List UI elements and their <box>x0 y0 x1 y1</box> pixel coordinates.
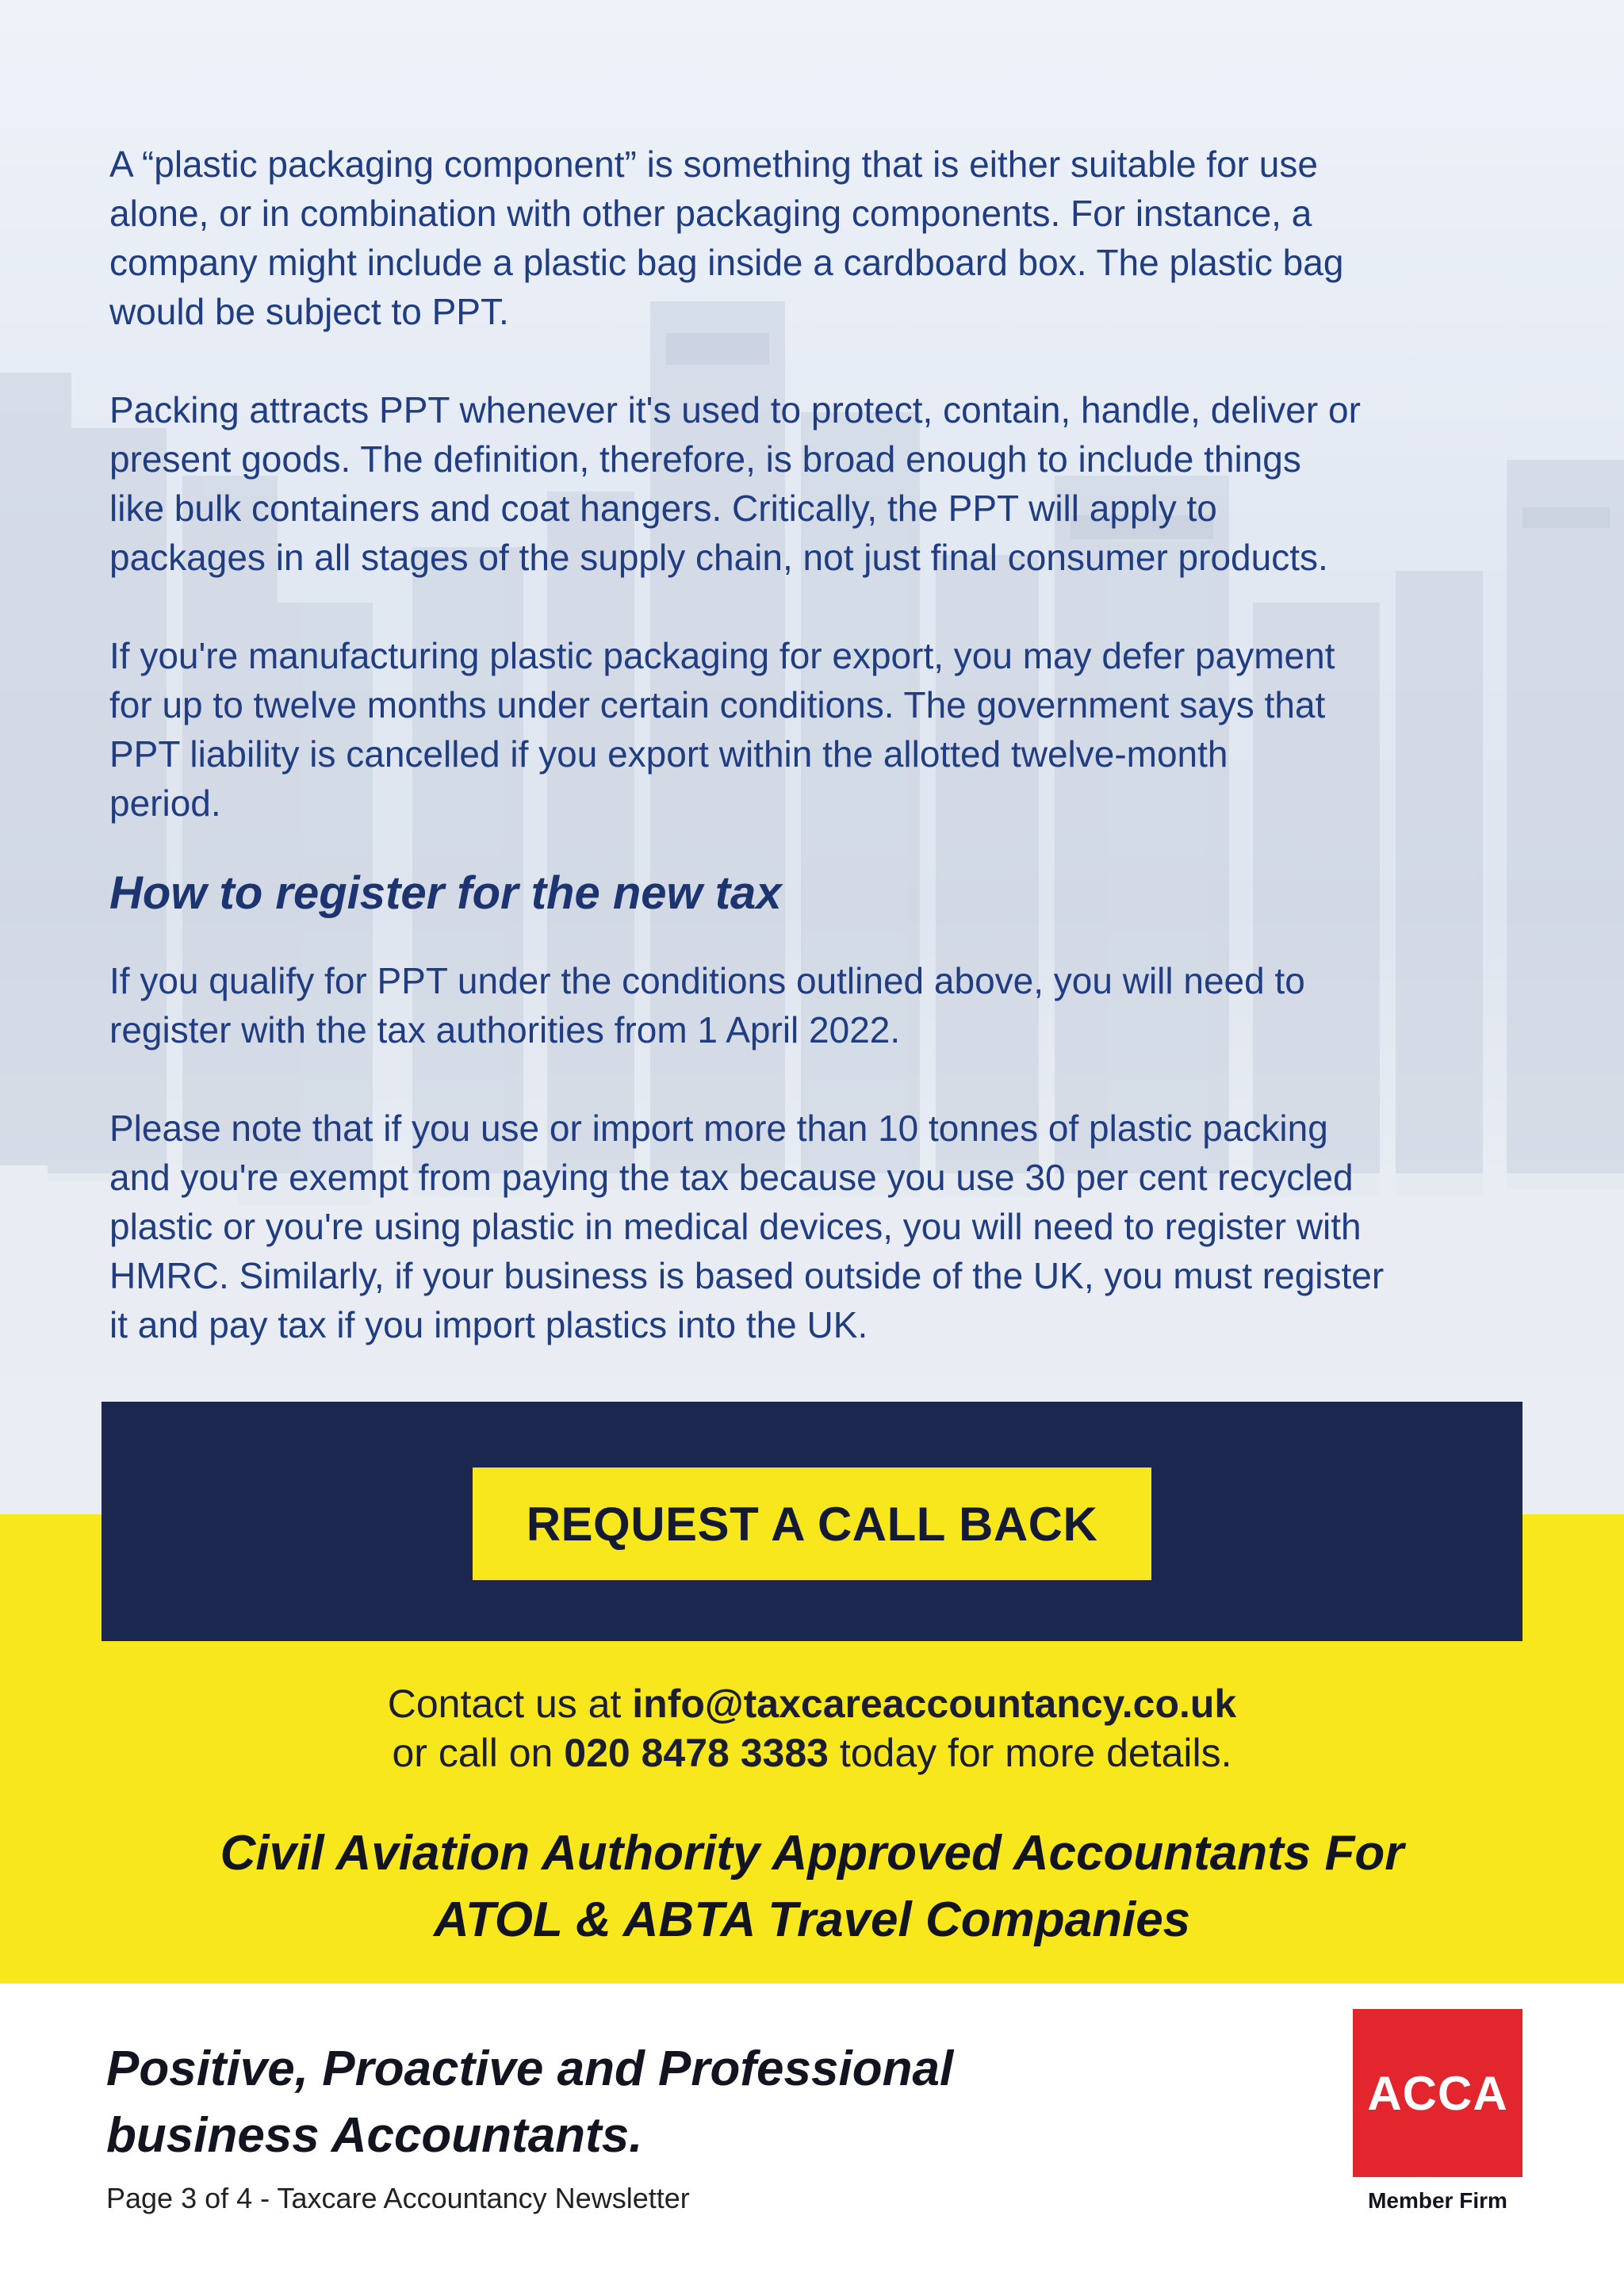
tagline-line-2: business Accountants. <box>106 2108 643 2163</box>
caa-line-1: Civil Aviation Authority Approved Accountants For <box>220 1826 1404 1881</box>
phone-link[interactable]: 020 8478 3383 <box>564 1731 829 1775</box>
contact-line-phone <box>0 1728 1624 1777</box>
contact-prefix: Contact us at <box>387 1682 633 1726</box>
contact-info <box>0 1679 1624 1777</box>
paragraph-packing-attracts: Packing attracts PPT whenever it's used to protect, contain, handle, deliver or present goods. The definition, therefore, is broad enough to include things like bulk containers and coat hangers. Critically, the PPT will apply to packages in all stages of the supply chain, not just final consumer products. <box>109 389 1361 578</box>
section-heading: How to register for the new tax <box>109 867 782 919</box>
email-link[interactable]: info@taxcareaccountancy.co.uk <box>632 1682 1237 1726</box>
paragraph-plastic-component: A “plastic packaging component” is something that is either suitable for use alone, or in combination with other packaging components. For instance, a company might include a plastic bag inside a cardboard box. The plastic bag would be subject to PPT. <box>109 144 1344 332</box>
contact-line-email <box>0 1679 1624 1728</box>
paragraph-qualify-register: If you qualify for PPT under the conditions outlined above, you will need to register with the tax authorities from 1 April 2022. <box>109 960 1305 1050</box>
call-prefix: or call on <box>392 1731 565 1775</box>
caa-line-2: ATOL & ABTA Travel Companies <box>433 1892 1191 1947</box>
footer-tagline <box>106 2036 1216 2169</box>
member-firm-label: Member Firm <box>1368 2188 1507 2213</box>
acca-logo: ACCA <box>1353 2009 1522 2177</box>
request-call-back-button[interactable]: REQUEST A CALL BACK <box>473 1468 1151 1580</box>
page-number: Page 3 of 4 - Taxcare Accountancy Newsletter <box>106 2182 690 2214</box>
call-suffix: today for more details. <box>828 1731 1232 1775</box>
paragraph-exemption-note: Please note that if you use or import more than 10 tonnes of plastic packing and you're exempt from paying the tax because you use 30 per cent recycled plastic or you're using plastic in medical devices, you will need to register with HMRC. Similarly, if your business is based outside of the UK, you must register it and pay tax if you import plastics into the UK. <box>109 1108 1385 1345</box>
paragraph-export-deferral: If you're manufacturing plastic packaging for export, you may defer payment for up to twelve months under certain conditions. The government says that PPT liability is cancelled if you export within the allotted twelve-month period. <box>109 635 1335 824</box>
article-body <box>109 140 1521 1399</box>
tagline-line-1: Positive, Proactive and Professional <box>106 2042 954 2096</box>
caa-approval-statement <box>0 1820 1624 1954</box>
